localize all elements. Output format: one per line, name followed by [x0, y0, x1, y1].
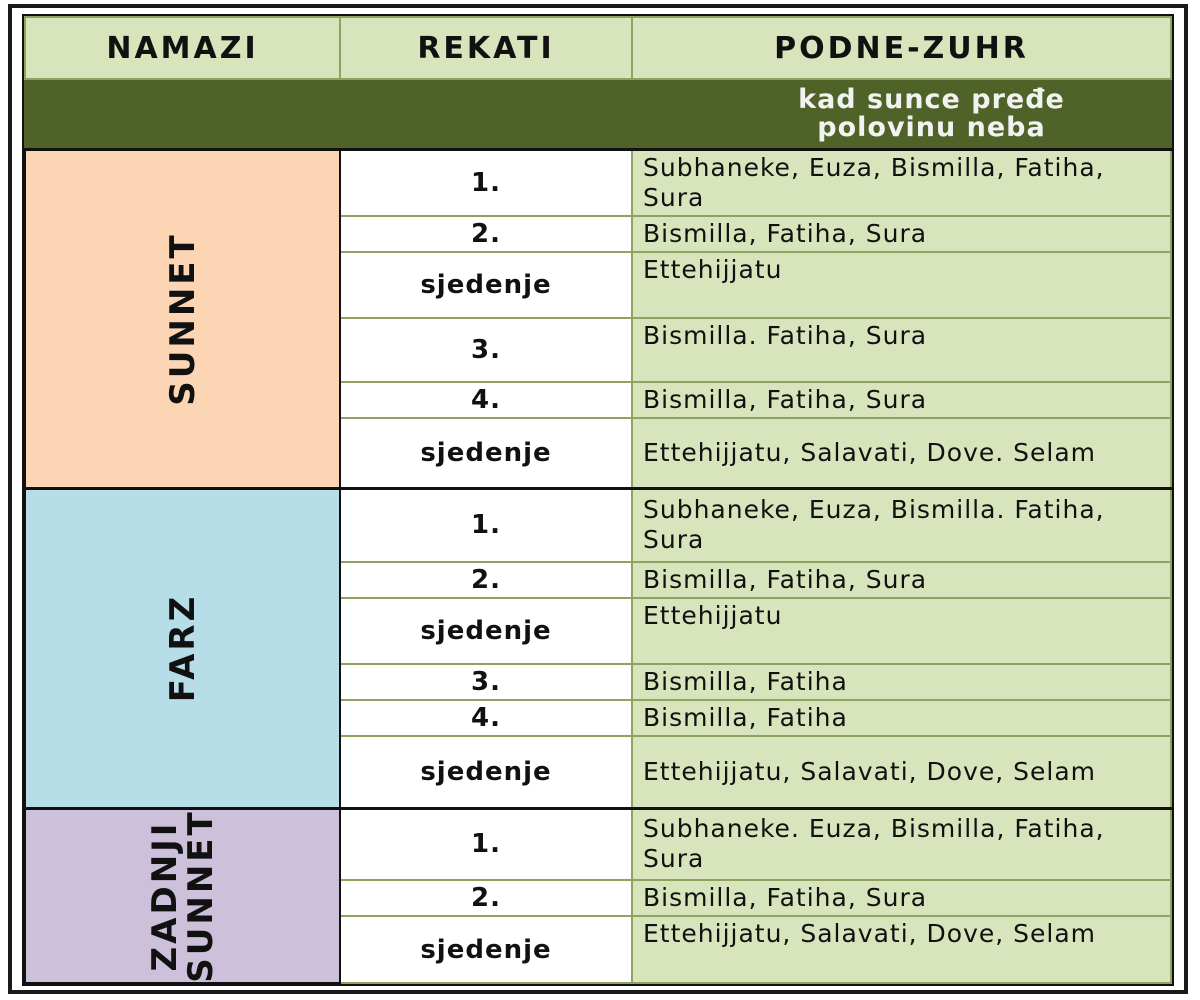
recitation-cell: Bismilla, Fatiha, Sura — [632, 216, 1171, 252]
recitation-cell: Bismilla. Fatiha, Sura — [632, 318, 1171, 382]
time-line-2: polovinu neba — [817, 112, 1046, 143]
recitation-cell: Ettehijjatu — [632, 598, 1171, 664]
rekat-cell: sjedenje — [340, 418, 632, 488]
table-frame — [8, 4, 1188, 994]
recitation-cell: Bismilla, Fatiha, Sura — [632, 562, 1171, 598]
rekat-cell: 4. — [340, 700, 632, 736]
recitation-cell: Bismilla, Fatiha — [632, 664, 1171, 700]
time-band-row — [25, 79, 1171, 150]
table-inner — [22, 14, 1174, 986]
recitation-cell: Ettehijjatu, Salavati, Dove. Selam — [632, 418, 1171, 488]
rekat-cell: 2. — [340, 880, 632, 916]
time-description — [632, 79, 1171, 150]
rekat-cell: sjedenje — [340, 252, 632, 318]
recitation-cell: Subhaneke, Euza, Bismilla, Fatiha, Sura — [632, 150, 1171, 217]
recitation-cell: Bismilla, Fatiha — [632, 700, 1171, 736]
rekat-cell: 3. — [340, 318, 632, 382]
recitation-cell: Subhaneke, Euza, Bismilla. Fatiha, Sura — [632, 488, 1171, 562]
recitation-cell: Bismilla, Fatiha, Sura — [632, 880, 1171, 916]
group-label-zadnji-sunnet — [144, 809, 221, 983]
group-label-line-2: SUNNET — [180, 809, 221, 983]
table-row — [25, 150, 1171, 217]
group-label-farz: FARZ — [162, 593, 203, 703]
rekat-cell: sjedenje — [340, 916, 632, 983]
header-row — [25, 17, 1171, 79]
recitation-cell: Ettehijjatu — [632, 252, 1171, 318]
rekat-cell: 2. — [340, 216, 632, 252]
time-line-1: kad sunce pređe — [798, 84, 1065, 115]
rekat-cell: 1. — [340, 488, 632, 562]
header-rekati: REKATI — [340, 17, 632, 79]
rekat-cell: 1. — [340, 150, 632, 217]
group-sunnet — [25, 150, 340, 489]
rekat-cell: 3. — [340, 664, 632, 700]
recitation-cell: Subhaneke. Euza, Bismilla, Fatiha, Sura — [632, 808, 1171, 880]
recitation-cell: Ettehijjatu, Salavati, Dove, Selam — [632, 736, 1171, 808]
prayer-table — [24, 16, 1172, 984]
rekat-cell: sjedenje — [340, 598, 632, 664]
header-namazi: NAMAZI — [25, 17, 340, 79]
group-zadnji-sunnet — [25, 808, 340, 983]
recitation-cell: Bismilla, Fatiha, Sura — [632, 382, 1171, 418]
header-podne-zuhr: PODNE-ZUHR — [632, 17, 1171, 79]
rekat-cell: 4. — [340, 382, 632, 418]
group-label-line-1: ZADNJI — [144, 820, 185, 972]
table-row — [25, 488, 1171, 562]
rekat-cell: 1. — [340, 808, 632, 880]
group-label-sunnet: SUNNET — [162, 232, 203, 406]
rekat-cell: sjedenje — [340, 736, 632, 808]
table-row — [25, 808, 1171, 880]
group-farz — [25, 488, 340, 808]
recitation-cell: Ettehijjatu, Salavati, Dove, Selam — [632, 916, 1171, 983]
rekat-cell: 2. — [340, 562, 632, 598]
